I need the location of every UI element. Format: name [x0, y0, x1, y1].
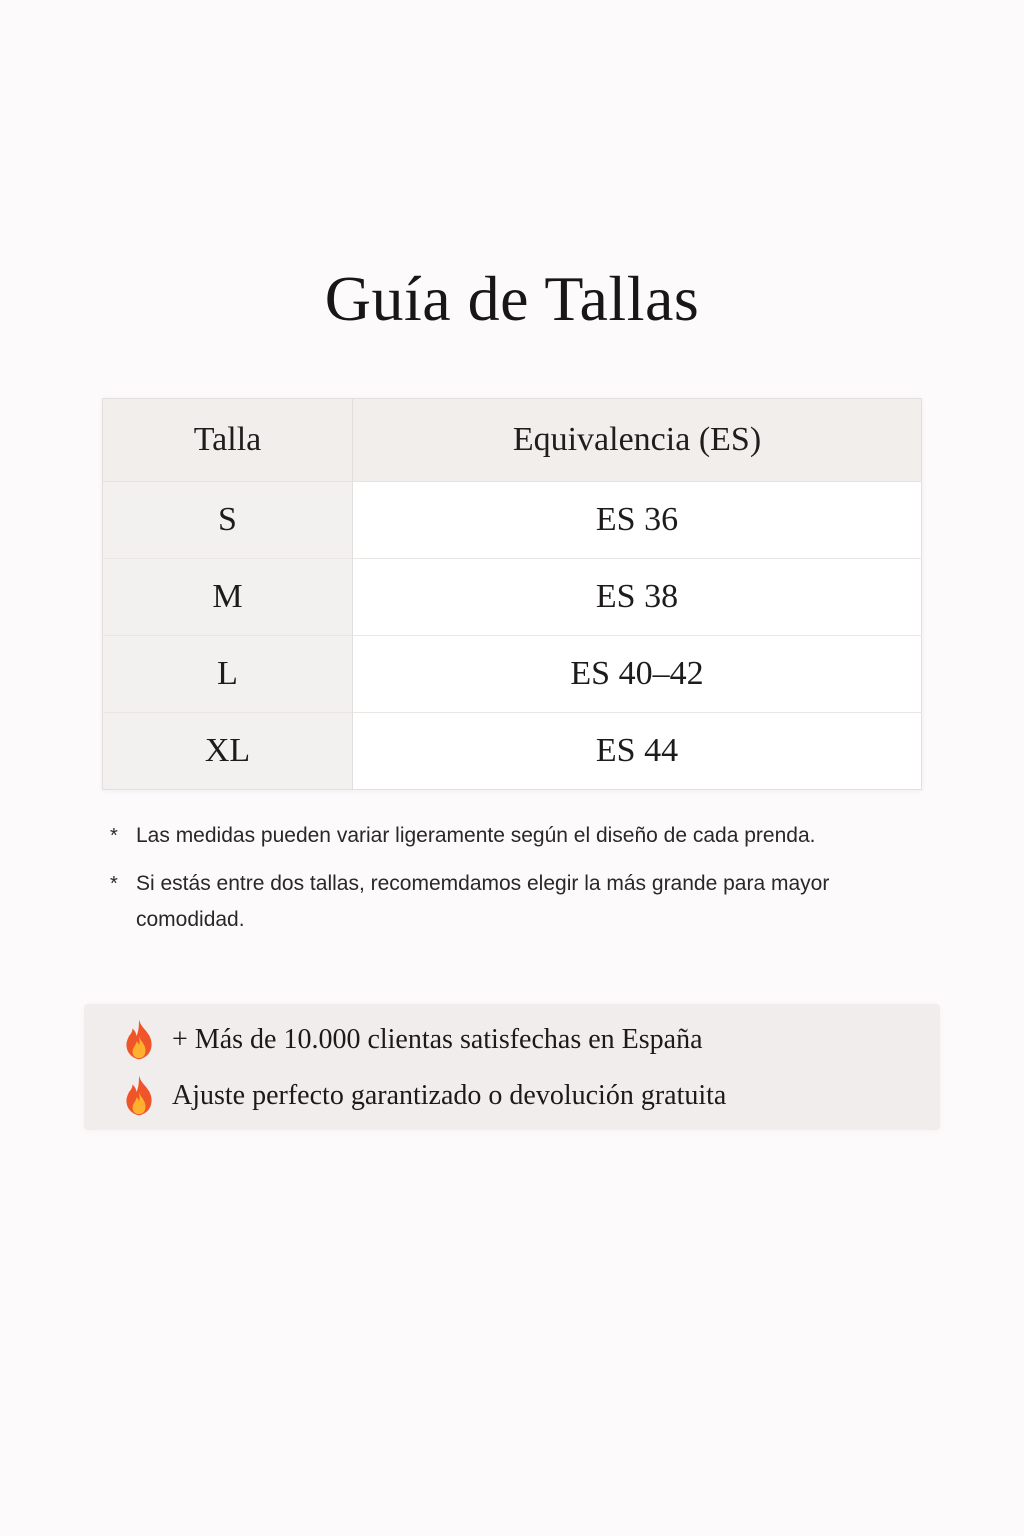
note-text: Las medidas pueden variar ligeramente según el diseño de cada prenda.: [136, 824, 816, 847]
table-row: [103, 482, 922, 559]
notes-list: [110, 818, 910, 950]
column-header-size: Talla: [103, 399, 353, 482]
note-item: [110, 818, 910, 854]
table-row: [103, 636, 922, 713]
equivalence-cell: ES 38: [353, 559, 922, 636]
table-row: [103, 559, 922, 636]
asterisk-marker: *: [110, 825, 118, 847]
trust-item: [118, 1074, 726, 1118]
size-cell: M: [103, 559, 353, 636]
trust-text: + Más de 10.000 clientas satisfechas en España: [172, 1024, 703, 1055]
equivalence-cell: ES 44: [353, 713, 922, 790]
trust-text: Ajuste perfecto garantizado o devolución gratuita: [172, 1080, 727, 1111]
equivalence-cell: ES 36: [353, 482, 922, 559]
size-cell: L: [103, 636, 353, 713]
size-table: [102, 398, 922, 790]
trust-box: [84, 1004, 940, 1130]
size-cell: S: [103, 482, 353, 559]
note-item: [110, 866, 910, 938]
equivalence-cell: ES 40–42: [353, 636, 922, 713]
size-cell: XL: [103, 713, 353, 790]
table-header-row: [103, 399, 922, 482]
fire-icon: [118, 1018, 160, 1062]
table-row: [103, 713, 922, 790]
trust-item: [118, 1018, 703, 1062]
note-text: Si estás entre dos tallas, recomemdamos elegir la más grande para mayor comodidad.: [136, 872, 830, 931]
asterisk-marker: *: [110, 873, 118, 895]
page-title: Guía de Tallas: [324, 263, 700, 334]
fire-icon: [118, 1074, 160, 1118]
column-header-equivalence: Equivalencia (ES): [353, 399, 922, 482]
